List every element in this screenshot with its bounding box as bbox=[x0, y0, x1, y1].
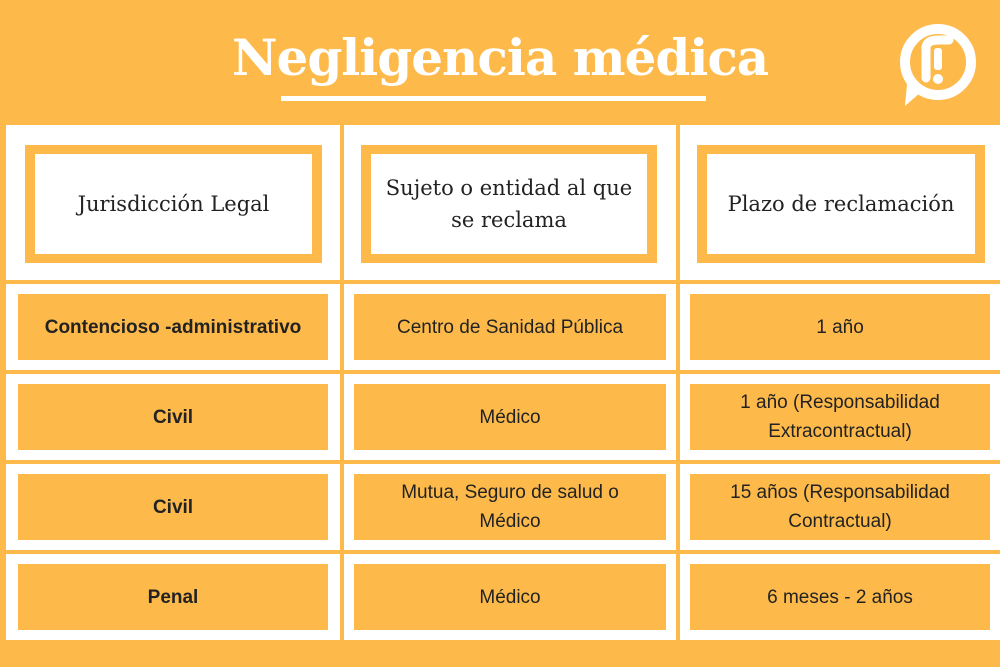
header-cell-sujeto bbox=[344, 125, 676, 280]
cell-text: 6 meses - 2 años bbox=[690, 564, 990, 630]
table-row-3-col-3 bbox=[680, 464, 1000, 550]
table-row-2-col-2 bbox=[344, 374, 676, 460]
page-title: Negligencia médica bbox=[231, 28, 769, 87]
table-row-1-col-1 bbox=[6, 284, 340, 370]
header-cell-plazo bbox=[680, 125, 1000, 280]
header-label: Sujeto o entidad al que se reclama bbox=[371, 154, 647, 254]
cell-text: Médico bbox=[354, 564, 666, 630]
title-underline bbox=[281, 96, 706, 101]
header-label: Plazo de reclamación bbox=[707, 154, 975, 254]
table-row-4-col-3 bbox=[680, 554, 1000, 640]
table-row-2-col-1 bbox=[6, 374, 340, 460]
cell-text: 15 años (Responsabilidad Contractual) bbox=[690, 474, 990, 540]
cell-text: Mutua, Seguro de salud o Médico bbox=[354, 474, 666, 540]
table-row-1-col-3 bbox=[680, 284, 1000, 370]
table-row-4-col-2 bbox=[344, 554, 676, 640]
cell-text: Médico bbox=[354, 384, 666, 450]
cell-text: Civil bbox=[18, 474, 328, 540]
logo-icon bbox=[893, 20, 983, 110]
table-row-2-col-3 bbox=[680, 374, 1000, 460]
table-row-4-col-1 bbox=[6, 554, 340, 640]
table-row-3-col-2 bbox=[344, 464, 676, 550]
cell-text: Civil bbox=[18, 384, 328, 450]
negligence-table bbox=[6, 125, 1000, 640]
cell-text: Contencioso -administrativo bbox=[18, 294, 328, 360]
header-label: Jurisdicción Legal bbox=[35, 154, 312, 254]
header-cell-jurisdiccion bbox=[6, 125, 340, 280]
cell-text: Penal bbox=[18, 564, 328, 630]
table-row-3-col-1 bbox=[6, 464, 340, 550]
cell-text: 1 año (Responsabilidad Extracontractual) bbox=[690, 384, 990, 450]
table-row-1-col-2 bbox=[344, 284, 676, 370]
cell-text: Centro de Sanidad Pública bbox=[354, 294, 666, 360]
cell-text: 1 año bbox=[690, 294, 990, 360]
